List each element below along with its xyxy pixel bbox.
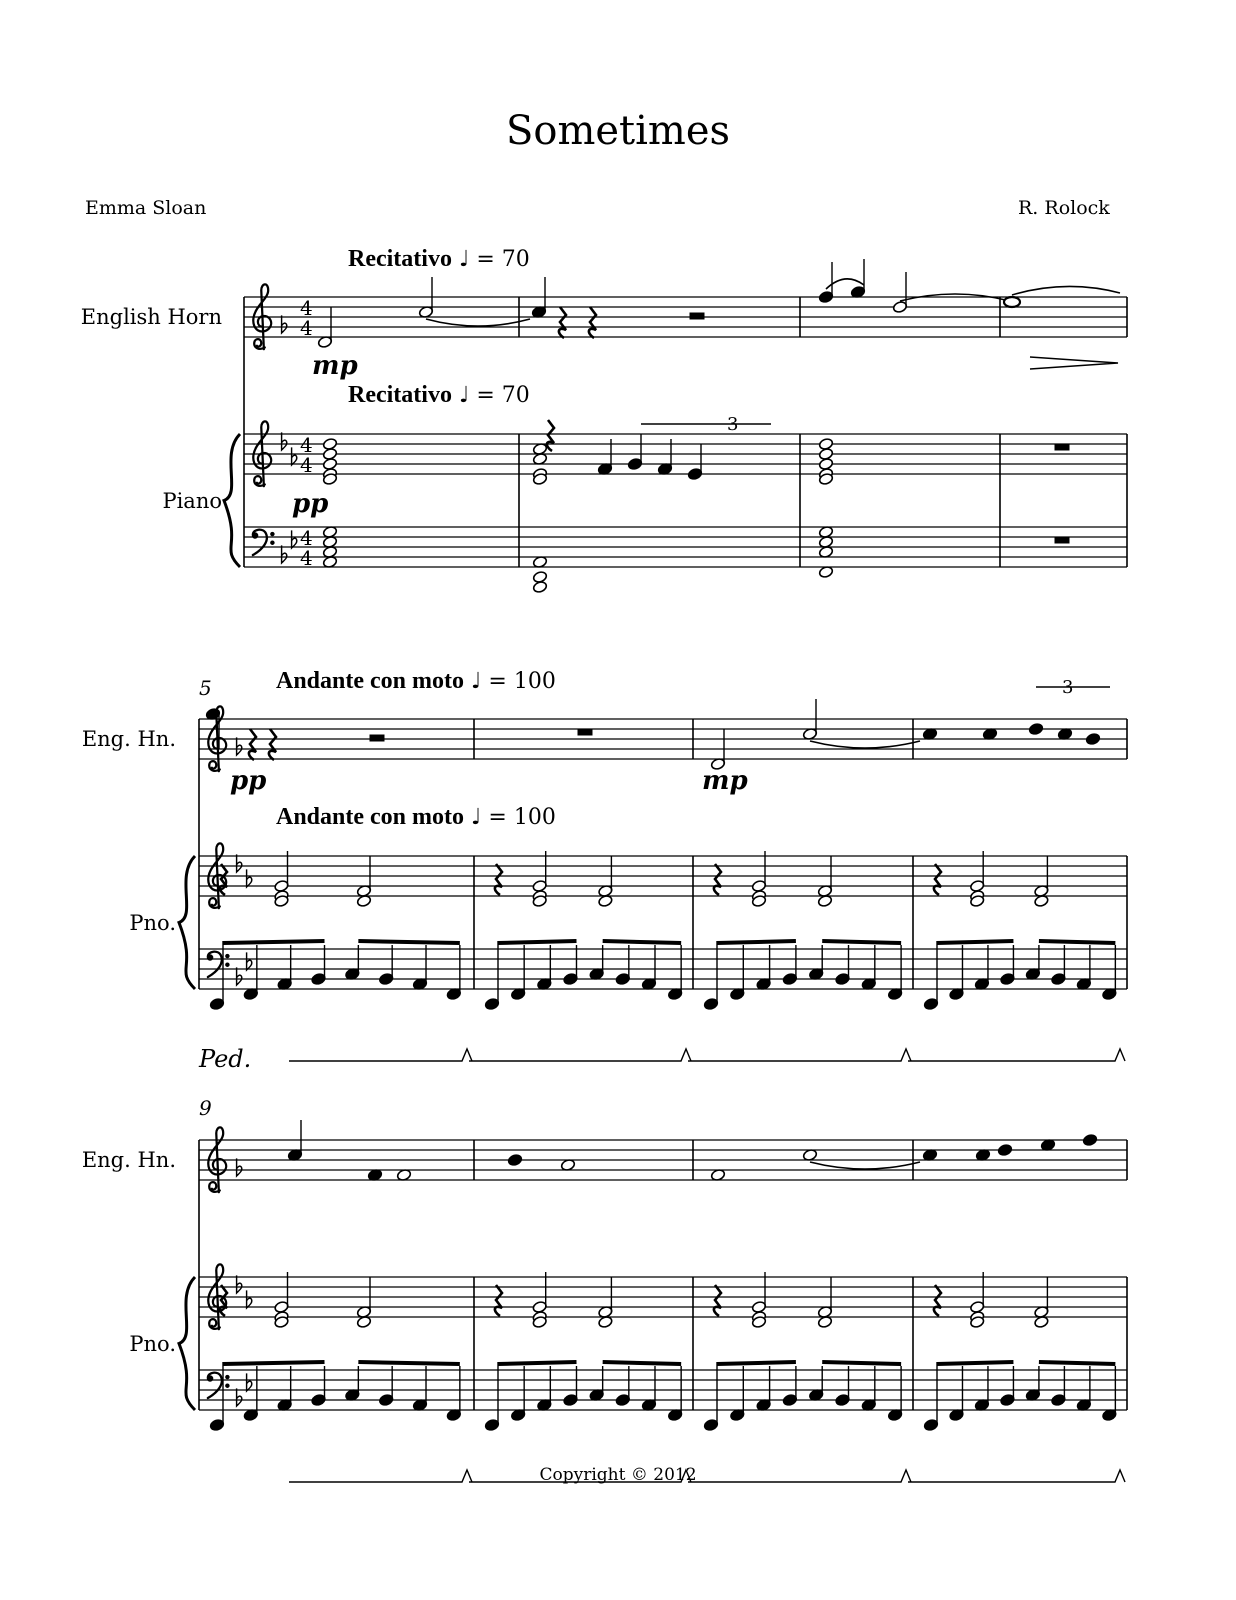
flat-icon xyxy=(247,1373,252,1391)
time-signature: 4 xyxy=(300,453,313,477)
flat-icon xyxy=(292,530,297,548)
flat-icon xyxy=(237,854,242,872)
pedal-line xyxy=(688,1470,911,1482)
tuplet-number: 3 xyxy=(1062,677,1074,698)
flat-icon xyxy=(247,869,252,887)
pedal-line xyxy=(688,1049,911,1061)
flat-icon xyxy=(247,1290,252,1308)
bass-clef-icon xyxy=(207,952,229,977)
quarter-rest xyxy=(495,864,502,895)
decrescendo-hairpin xyxy=(1030,357,1118,369)
half-rest xyxy=(370,735,384,741)
whole-note xyxy=(1004,297,1020,307)
instrument-label-eng-hn: Eng. Hn. xyxy=(81,1148,176,1172)
instrument-label-eng-hn: Eng. Hn. xyxy=(81,727,176,751)
dynamic-marking: pp xyxy=(292,489,329,519)
pedal-line xyxy=(289,1049,472,1061)
notehead xyxy=(1028,722,1043,735)
tie-slur xyxy=(810,1162,920,1169)
piano-brace xyxy=(224,434,240,567)
dynamic-marking: mp xyxy=(702,766,748,796)
notehead xyxy=(1082,1133,1097,1146)
flat-icon xyxy=(282,432,287,450)
tie-slur xyxy=(1012,286,1120,295)
pedal-line xyxy=(908,1470,1125,1482)
tempo-bpm: = 70 xyxy=(476,247,530,272)
flat-icon xyxy=(282,315,287,333)
tempo-name: Andante con moto xyxy=(276,804,465,830)
tie-slur xyxy=(810,741,920,748)
dynamic-marking: mp xyxy=(312,351,358,381)
instrument-label-english-horn: English Horn xyxy=(80,305,222,329)
quarter-rest xyxy=(714,864,721,895)
composer-credit: R. Rolock xyxy=(1018,197,1110,219)
measure-number: 9 xyxy=(199,1096,212,1120)
time-signature: 4 xyxy=(300,316,313,340)
quarter-rest xyxy=(559,307,566,338)
beam xyxy=(717,1362,796,1364)
quarter-rest xyxy=(495,1285,502,1316)
quarter-rest xyxy=(934,864,941,895)
flat-icon xyxy=(237,1275,242,1293)
pedal-line xyxy=(469,1470,691,1482)
flat-icon xyxy=(237,737,242,755)
piano-brace xyxy=(179,856,195,989)
beam xyxy=(822,1362,901,1364)
time-signature: 4 xyxy=(300,546,313,570)
half-rest xyxy=(690,313,704,319)
beam xyxy=(498,941,576,943)
beam xyxy=(223,1362,325,1364)
quarter-rest xyxy=(934,1285,941,1316)
flat-icon xyxy=(282,545,287,563)
tuplet-number: 3 xyxy=(727,414,739,435)
beam xyxy=(358,941,460,943)
notehead xyxy=(507,1153,522,1166)
quarter-note-icon: ♩ xyxy=(458,383,470,408)
quarter-note-icon: ♩ xyxy=(471,805,482,830)
quarter-rest xyxy=(589,307,596,338)
measure-number: 5 xyxy=(199,676,212,700)
beam xyxy=(1039,1362,1115,1364)
tempo-bpm: = 100 xyxy=(488,805,556,830)
copyright-notice: Copyright © 2012 xyxy=(539,1465,697,1485)
beam xyxy=(937,1362,1013,1364)
pedal-line xyxy=(289,1470,472,1482)
beam xyxy=(1039,941,1115,943)
piano-brace xyxy=(179,1277,195,1410)
bass-clef-icon xyxy=(252,530,274,555)
time-signature: 4 xyxy=(300,526,313,550)
pedal-line xyxy=(469,1049,691,1061)
instrument-label-piano: Piano xyxy=(162,489,222,513)
beam xyxy=(937,941,1013,943)
beam xyxy=(603,941,681,943)
quarter-rest xyxy=(269,729,276,760)
beam xyxy=(822,941,901,943)
beam xyxy=(603,1362,681,1364)
quarter-rest xyxy=(249,729,256,760)
beam xyxy=(717,941,796,943)
instrument-label-pno: Pno. xyxy=(129,911,176,935)
time-signature: 4 xyxy=(300,433,313,457)
flat-icon xyxy=(237,967,242,985)
whole-rest xyxy=(1055,444,1069,450)
tempo-name: Recitativo xyxy=(348,382,452,408)
page-title: Sometimes xyxy=(505,108,731,154)
tempo-bpm: = 70 xyxy=(476,383,530,408)
tempo-bpm: = 100 xyxy=(488,669,556,694)
notehead xyxy=(1085,732,1100,745)
tempo-name: Recitativo xyxy=(348,246,452,272)
instrument-label-pno: Pno. xyxy=(129,1332,176,1356)
bass-clef-icon xyxy=(207,1373,229,1398)
flat-icon xyxy=(237,1158,242,1176)
quarter-note-icon: ♩ xyxy=(458,247,470,272)
lyricist-credit: Emma Sloan xyxy=(85,197,207,219)
beam xyxy=(498,1362,576,1364)
dynamic-marking: pp xyxy=(230,766,267,796)
beam xyxy=(223,941,325,943)
time-signature: 4 xyxy=(300,296,313,320)
notehead xyxy=(997,1143,1012,1156)
flat-icon xyxy=(292,447,297,465)
whole-rest xyxy=(1055,537,1069,543)
notehead xyxy=(532,580,547,593)
tempo-name: Andante con moto xyxy=(276,668,465,694)
beam xyxy=(358,1362,460,1364)
quarter-note-icon: ♩ xyxy=(471,669,482,694)
quarter-rest xyxy=(714,1285,721,1316)
pedal-marking: Ped. xyxy=(199,1045,252,1073)
flat-icon xyxy=(247,952,252,970)
pedal-line xyxy=(908,1049,1125,1061)
flat-icon xyxy=(237,1388,242,1406)
tie-slur xyxy=(426,319,530,326)
quarter-rest xyxy=(547,420,554,451)
whole-rest xyxy=(578,729,592,735)
